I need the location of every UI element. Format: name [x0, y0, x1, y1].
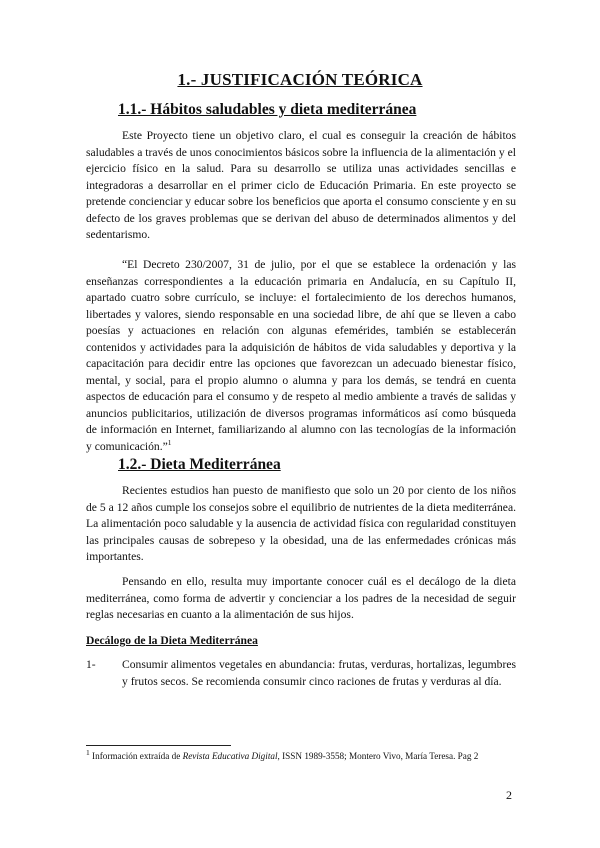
- footnote-marker: 1: [86, 747, 90, 757]
- paragraph-proyecto: Este Proyecto tiene un objetivo claro, el cual es conseguir la creación de hábitos saludables a través de unos conocimientos básicos sobre la influencia de la alimentación y el ejercicio físico en la salud. Para su desarrollo se utiliza unas actividades sencillas e integradoras a desarrollar en el primer ciclo de Educación Primaria. En este proyecto se pretende concienciar y educar sobre los beneficios que aporta el consumo consciente y en su defecto de los graves problemas que se derivan del abuso de determinados alimentos y del sedentarismo.: [86, 129, 516, 241]
- paragraph-decreto-text: “El Decreto 230/2007, 31 de julio, por el que se establece la ordenación y las enseñanzas correspondientes a la educación primaria en Andalucía, en su Capítulo II, apartado cuatro sobre currículo, se incluye: el fortalecimiento de los derechos humanos, libertades y valores, siendo responsable en una sociedad libre, de ahí que se lleven a cabo poesías y actuaciones en relación con algunas efemérides, también se establecerán contenidos y actividades para la adquisición de hábitos de vida saludables y deportiva y la capacitación para decidir entre las opciones que favorezcan un adecuado bienestar físico, mental, y social, para el propio alumno o alumna y para los demás, se tendrá en cuenta aspectos de educación para el consumo y de respeto al medio ambiente a través de salidas y anuncios publicitarios, utilización de diversos programas informáticos así como búsqueda de información en Internet, familiarizando al alumno con las tecnologías de la información y comunicación.”: [86, 258, 516, 453]
- section-heading-habitos: 1.1.- Hábitos saludables y dieta mediterránea: [118, 101, 417, 118]
- footnote-suffix: , ISSN 1989-3558; Montero Vivo, María Teresa. Pag 2: [277, 751, 479, 761]
- decalogue-item: [86, 657, 516, 690]
- footnote-source-title: Revista Educativa Digital: [182, 751, 278, 761]
- footnote-prefix: Información extraída de: [89, 751, 183, 761]
- paragraph-decalogo-intro: Pensando en ello, resulta muy importante conocer cuál es el decálogo de la dieta mediterránea, como forma de advertir y concienciar a los padres de la necesidad de seguir reglas necesarias en cuanto a la alimentación de sus hijos.: [86, 575, 516, 621]
- decalogue-item-number: 1-: [86, 658, 96, 671]
- section-heading-dieta: 1.2.- Dieta Mediterránea: [118, 456, 281, 473]
- footnote-reference: 1: [167, 437, 172, 447]
- footnote-divider: [86, 745, 231, 746]
- paragraph-estudios: Recientes estudios han puesto de manifiesto que solo un 20 por ciento de los niños de 5 a 12 años cumple los consejos sobre el equilibrio de nutrientes de la dieta mediterránea. La alimentación poco saludable y la ausencia de actividad física con regularidad constituyen las principales causas de sobrepeso y la obesidad, una de las enfermedades crónicas más importantes.: [86, 484, 516, 563]
- decalogue-heading: Decálogo de la Dieta Mediterránea: [86, 634, 258, 647]
- decalogue-item-text: Consumir alimentos vegetales en abundancia: frutas, verduras, hortalizas, legumbres y frutos secos. Se recomienda consumir cinco raciones de frutas y verduras al día.: [122, 658, 516, 688]
- paragraph-decreto: [86, 257, 516, 455]
- page-number: 2: [506, 788, 512, 802]
- main-title: 1.- JUSTIFICACIÓN TEÓRICA: [177, 70, 423, 89]
- footnote: [86, 747, 516, 763]
